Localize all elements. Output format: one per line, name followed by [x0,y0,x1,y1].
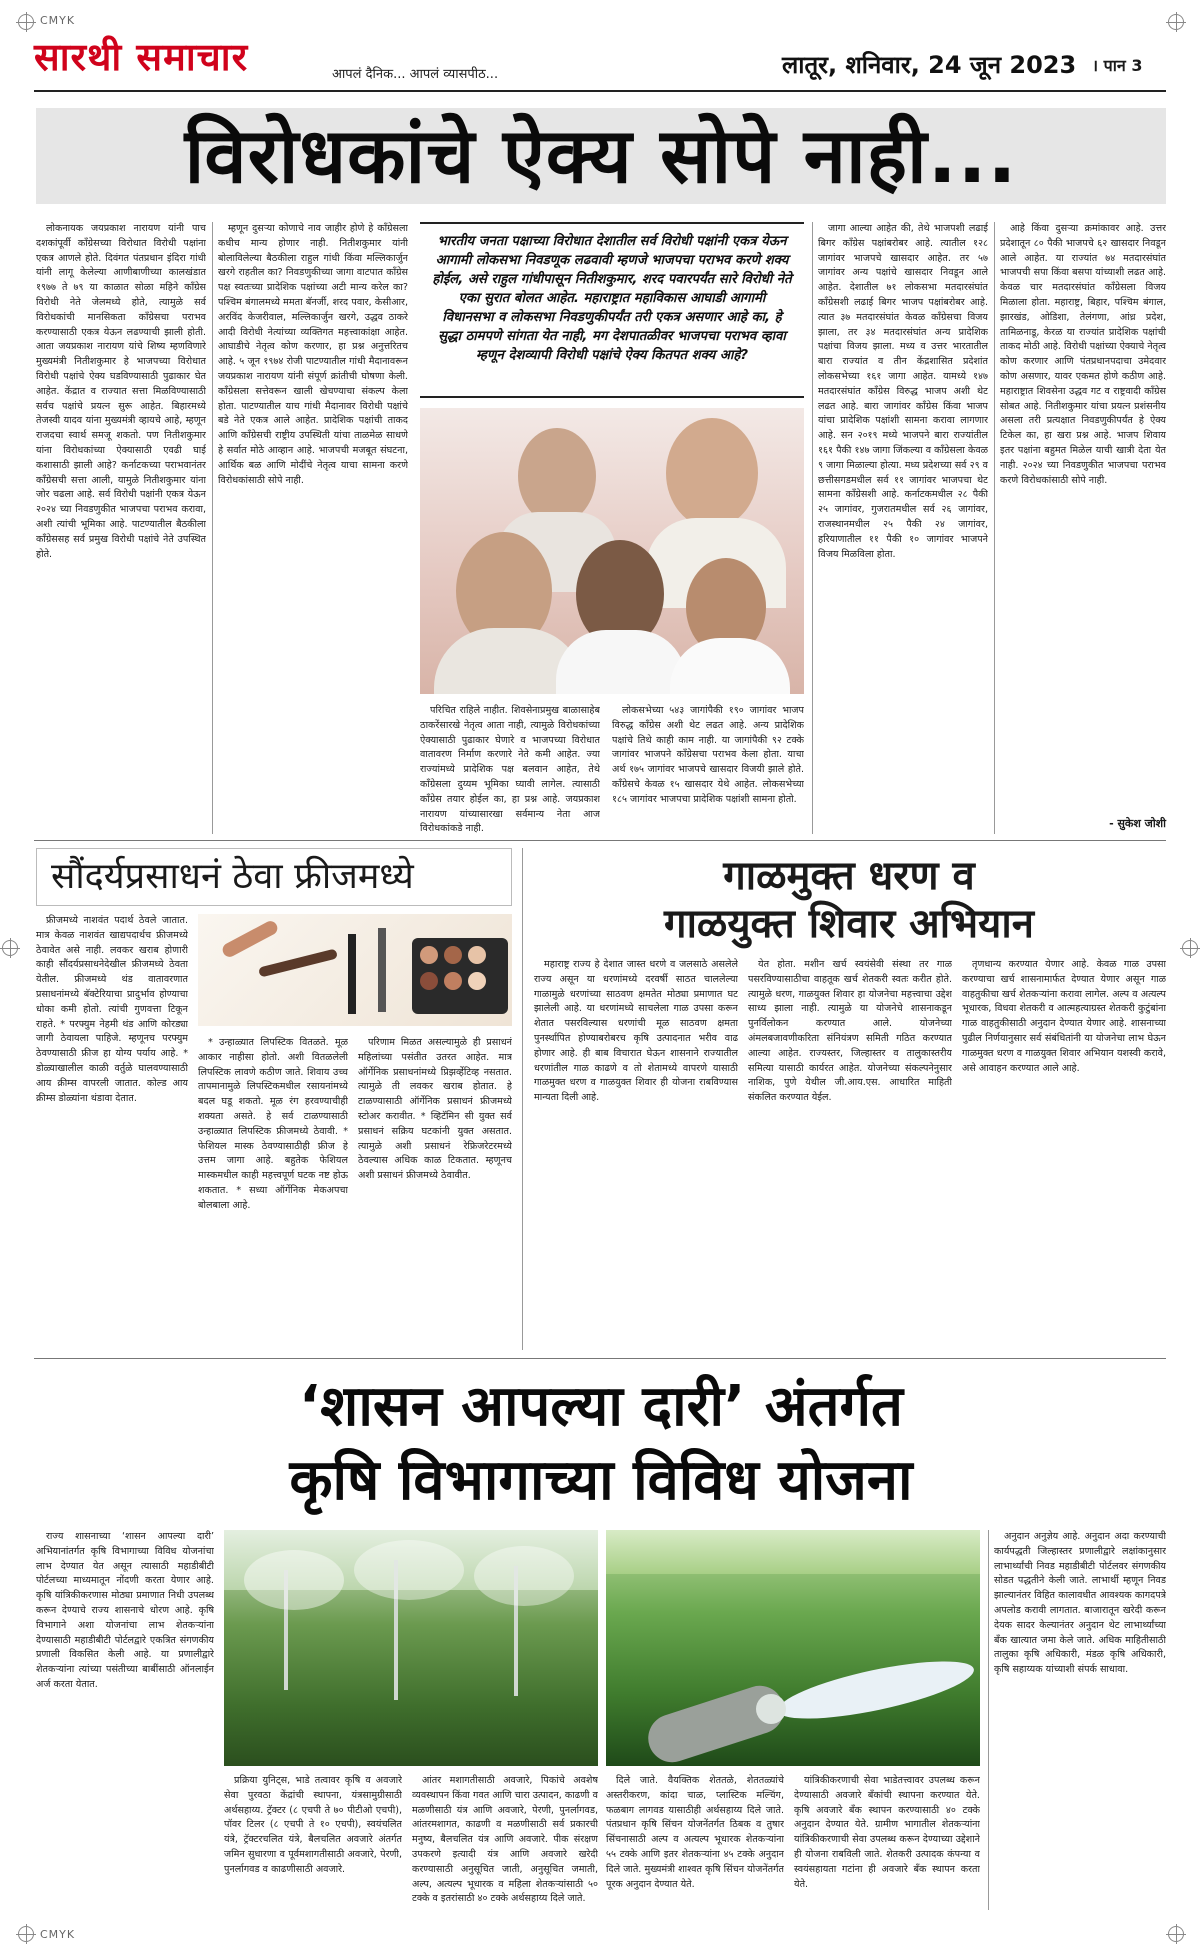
lead-article-column-6 [1000,222,1166,814]
dam-article-column-2 [748,958,952,1350]
registration-mark-icon [1182,940,1198,956]
article-text: यांत्रिकीकरणाची सेवा भाडेतत्त्वावर उपलब्ध करून देण्यासाठी अवजारे बँकांची स्थापना करण्यात येते. कृषि अवजारे बँक स्थापन करण्यासाठी ४० टक्के अनुदान देण्यात येते. ग्रामीण भागातील शेतकऱ्यांना यांत्रिकीकरणाची सेवा उपलब्ध करून देण्याच्या उद्देशाने ही योजना राबविली जाते. शेतकरी उत्पादक कंपन्या व स्वयंसहायता गटांना ही अवजारे बँक स्थापन करता येते. [794,1775,980,1890]
lead-pullquote: भारतीय जनता पक्षाच्या विरोधात देशातील सर्व विरोधी पक्षांनी एकत्र येऊन आगामी लोकसभा निवडणूक लढवावी म्हणजे भाजपचा पराभव करणे शक्य होईल, असे राहुल गांधीपासून नितीशकुमार, शरद पवारपर्यंत सारे विरोधी नेते एका सुरात बोलत आहेत. महाराष्ट्रात महाविकास आघाडी आगामी विधानसभा व लोकसभा निवडणुकीपर्यंत तरी एकत्र असणार आहे का, हे सुद्धा ठामपणे सांगता येत नाही, मग देशपातळीवर भाजपचा पराभव व्हावा म्हणून देशव्यापी विरोधी पक्षांचे ऐक्य कितपत शक्य आहे? [420,222,804,398]
newspaper-brand: सारथी समाचार [34,34,249,79]
article-text: दिले जाते. वैयक्तिक शेततळे, शेततळ्यांचे अस्तरीकरण, कांदा चाळ, प्लास्टिक मल्चिंग, फळबाग लागवड यासाठीही अर्थसहाय्य दिले जाते. पंतप्रधान कृषि सिंचन योजनेंतर्गत ठिबक व तुषार सिंचनासाठी अल्प व अत्यल्प भूधारक शेतकऱ्यांना ५५ टक्के आणि इतर शेतकऱ्यांना ४५ टक्के अनुदान दिले जाते. मुख्यमंत्री शाश्वत कृषि सिंचन योजनेंतर्गत पूरक अनुदान देण्यात येते. [606,1775,784,1890]
dam-headline-line-1: गाळमुक्त धरण व [723,852,975,899]
sprinkler-irrigation-photo [224,1530,598,1766]
beauty-article-column-2 [198,1036,348,1350]
article-text: परिणाम मिळत असल्यामुळे ही प्रसाधनं महिलांच्या पसंतीत उतरत आहेत. मात्र ऑर्गेनिक प्रसाधनांमध्ये प्रिझर्व्हेटिव्ह नसतात. त्यामुळे ती लवकर खराब होतात. हे टाळण्यासाठी ऑर्गेनिक प्रसाधनं फ्रीजमध्ये स्टोअर करावीत. * व्हिटॅमिन सी युक्त सर्व प्रसाधनं सक्रिय घटकांनी युक्त असतात. त्यामुळे अशी प्रसाधनं रेफ्रिजरेटरमध्ये ठेवल्यास अधिक काळ टिकतात. म्हणूनच अशी प्रसाधनं फ्रीजमध्ये ठेवावीत. [358,1037,512,1182]
section-rule [34,840,1166,841]
registration-mark-icon [2,940,18,956]
makeup-brush [258,948,338,977]
column-divider [988,1530,989,1910]
article-text: जागा आल्या आहेत की, तेथे भाजपशी लढाई बिगर काँग्रेस पक्षांबरोबर आहे. त्यातील १२८ जागांवर भाजपचे खासदार आहेत. तर ५७ जागांवर अन्य पक्षांचे खासदार निवडून आले आहेत. देशातील ७१ लोकसभा मतदारसंघांत काँग्रेसशी लढाई बिगर भाजप पक्षांबरोबर आहे. त्यात ३७ मतदारसंघांत केवळ काँग्रेसचा विजय झाला, तर ३४ मतदारसंघांत अन्य प्रादेशिक पक्षांचा विजय झाला. मध्य व उत्तर भारतातील बारा राज्यांत व तीन केंद्रशासित प्रदेशांत लोकसभेच्या १६१ जागा आहेत. यामध्ये १४७ मतदारसंघांत काँग्रेस विरुद्ध भाजप अशी थेट लढत आहे. बारा जागांवर काँग्रेस किंवा भाजप यांचा प्रादेशिक पक्षांशी सामना करावा लागणार आहे. सन २०१९ मध्ये भाजपने बारा राज्यांतील १६१ पैकी १४७ जागा जिंकल्या व काँग्रेसला केवळ ९ जागा मिळाल्या होत्या. मध्य प्रदेशच्या सर्व २९ व छत्तीसगडमधील सर्व ११ जागांवर भाजपचा थेट सामना काँग्रेसशी आहे. कर्नाटकमधील २८ पैकी २५ जागांवर, गुजरातमधील सर्व २६ जागांवर, राजस्थानमधील २५ पैकी २४ जागांवर, हरियाणातील ११ पैकी १० जागांवर भाजपने विजय मिळविला होता. [818,223,988,560]
scheme-article-column-1 [36,1530,214,1910]
palette-pan [468,946,486,964]
registration-mark-icon [18,14,34,30]
cmyk-mark-top: CMYK [40,14,76,27]
registration-mark-icon [18,1926,34,1942]
article-text: म्हणून दुसऱ्या कोणाचे नाव जाहीर होणे हे काँग्रेसला कधीच मान्य होणार नाही. नितीशकुमार यांनी बोलाविलेल्या बैठकीला राहुल गांधी किंवा मल्लिकार्जुन खरगे राहतील का? निवडणुकीच्या जागा वाटपात काँग्रेस पक्ष स्वतःच्या प्रादेशिक पक्षांच्या अटी मान्य करेल का? पश्चिम बंगालमध्ये ममता बॅनर्जी, शरद पवार, केसीआर, अरविंद केजरीवाल, मल्लिकार्जुन खरगे, उद्धव ठाकरे आदी विरोधी नेत्यांच्या व्यक्तिगत महत्त्वाकांक्षा आहेत. आघाडीचे नेतृत्व कोण करणार, हा प्रश्न अनुत्तरितच आहे. ५ जून १९७४ रोजी पाटण्यातील गांधी मैदानावरून जयप्रकाश नारायण यांनी संपूर्ण क्रांतीची घोषणा केली. काँग्रेसला सत्तेवरून खाली खेचण्याचा संकल्प केला होता. पाटण्यातील याच गांधी मैदानावर विरोधी पक्षांचे बडे नेते एकत्र आले आहेत. प्रादेशिक पक्षांची ताकद आणि काँग्रेसची राष्ट्रीय उपस्थिती यांचा ताळमेळ साधणे हे सर्वात मोठे आव्हान आहे. भाजपची मजबूत संघटना, आर्थिक बळ आणि मोदींचे नेतृत्व याचा सामना करणे विरोधकांसाठी सोपे नाही. [218,223,408,486]
dam-headline-line-2: गाळयुक्त शिवार अभियान [664,900,1034,947]
scheme-article-column-2 [224,1774,402,1910]
article-text: येत होता. मशीन खर्च स्वयंसेवी संस्था तर गाळ पसरविण्यासाठीचा वाहतूक खर्च शेतकरी स्वतः करीत होते. त्यामुळे धरण, गाळयुक्त शिवार हा योजनेचा महत्त्वाचा उद्देश साध्य झाला नाही. त्यामुळे या योजनेचे शासनाकडून पुनर्विलोकन करण्यात आले. योजनेच्या अंमलबजावणीकरिता संनियंत्रण समिती गठित करण्यात आल्या आहेत. राज्यस्तर, जिल्हास्तर व तालुकास्तरीय समित्या यासाठी कार्यरत आहेत. योजनेच्या संकल्पनेनुसार नाशिक, पुणे येथील जी.आय.एस. आधारित माहिती संकलित करण्यात येईल. [748,959,952,1104]
water-spray [354,1540,464,1600]
article-text: आंतर मशागतीसाठी अवजारे, पिकांचे अवशेष व्यवस्थापन किंवा गवत आणि चारा उत्पादन, काढणी व मळणीसाठी यंत्र आणि अवजारे, पेरणी, पुनर्लागवड, आंतरमशागत, काढणी व मळणीसाठी सर्व प्रकारची मनुष्य, बैलचलित यंत्र आणि अवजारे. पीक संरक्षण उपकरणे इत्यादी यंत्र आणि अवजारे खरेदी करण्यासाठी अनुसूचित जाती, अनुसूचित जमाती, अल्प, अत्यल्प भूधारक व महिला शेतकऱ्यांसाठी ५० टक्के व इतरांसाठी ४० टक्के अर्थसहाय्य दिले जाते. [412,1775,598,1905]
lead-article-column-5 [818,222,988,834]
leader-attire [670,638,790,694]
palette-pan [420,946,438,964]
article-text: फ्रीजमध्ये नाशवंत पदार्थ ठेवले जातात. मात्र केवळ नाशवंत खाद्यपदार्थच फ्रीजमध्ये ठेवावेत असे नाही. लवकर खराब होणारी काही सौंदर्यप्रसाधनेदेखील फ्रीजमध्ये ठेवता येतील. फ्रीजमध्ये थंड वातावरणात प्रसाधनांमध्ये बॅक्टेरियाचा प्रादुर्भाव होण्याचा धोका कमी होतो. त्यांची गुणवत्ता टिकून राहते. * परफ्युम नेहमी थंड आणि कोरड्या जागी ठेवायला पाहिजे. म्हणूनच परफ्युम ठेवण्यासाठी फ्रीज हा योग्य पर्याय आहे. * डोळ्याखालील काळी वर्तुळे घालवण्यासाठी आय क्रीम्स वापरली जातात. कोल्ड आय क्रीम्स डोळ्यांना थंडावा देतात. [36,915,188,1104]
lead-article-column-3 [420,704,600,834]
column-divider [812,222,813,834]
lead-article-column-2 [218,222,408,832]
leader-attire [556,630,686,694]
article-text: परिचित राहिले नाहीत. शिवसेनाप्रमुख बाळासाहेब ठाकरेंसारखे नेतृत्व आता नाही, त्यामुळे विरोधकांच्या ऐक्यासाठी पुढाकार घेणारे व भाजपच्या विरोधात वातावरण निर्माण करणारे नेते कमी आहेत. ज्या राज्यांमध्ये प्रादेशिक पक्ष बलवान आहेत, तेथे काँग्रेसला दुय्यम भूमिका घ्यावी लागेल. त्यासाठी काँग्रेस तयार होईल का, हा प्रश्न आहे. जयप्रकाश नारायण यांच्यासारखा सर्वमान्य नेता आज विरोधकांकडे नाही. [420,705,600,834]
article-text: राज्य शासनाच्या ‘शासन आपल्या दारी’ अभियानांतर्गत कृषि विभागाच्या विविध योजनांचा लाभ देण्यात येत असून त्यासाठी महाडीबीटी पोर्टलच्या माध्यमातून नोंदणी करता येणार आहे. कृषि यांत्रिकीकरणास मोठ्या प्रमाणात निधी उपलब्ध करून देण्याचे राज्य शासनाचे धोरण आहे. कृषि विभागाने अशा योजनांचा लाभ शेतकऱ्यांना देण्यासाठी महाडीबीटी पोर्टलद्वारे एकत्रित संगणकीय प्रणाली विकसित केली आहे. या प्रणालीद्वारे शेतकऱ्यांना त्यांच्या पसंतीच्या बाबींसाठी ऑनलाईन अर्ज करता येतात. [36,1531,214,1690]
masthead-rule [34,90,1166,92]
water-spray [244,1550,344,1610]
article-text: महाराष्ट्र राज्य हे देशात जास्त धरणे व जलसाठे असलेले राज्य असून या धरणांमध्ये दरवर्षी साठत चाललेल्या गाळामुळे धरणांच्या साठवण क्षमतेत मोठ्या प्रमाणात घट झालेली आहे. या धरणांमध्ये साचलेला गाळ उपसा करून शेतात पसरविल्यास धरणांची मूळ साठवण क्षमता पुनर्स्थापित होण्याबरोबरच कृषि उत्पादनात भरीव वाढ होणार आहे. ही बाब विचारात घेऊन शासनाने राज्यातील धरणांतील गाळ काढणे व तो शेतामध्ये वापरणे यासाठी गाळमुक्त धरण व गाळयुक्त शिवार ही योजना राबविण्यास मान्यता दिली आहे. [534,959,738,1104]
dateline: लातूर, शनिवार, 24 जून 2023 [782,51,1077,79]
scheme-headline-line-2: कृषि विभागाच्या विविध योजना [289,1448,913,1513]
leader-face [518,428,596,524]
makeup-brush [378,928,386,1012]
article-byline: - सुकेश जोशी [1109,817,1166,830]
palette-pan [444,946,462,964]
article-text: लोकसभेच्या ५४३ जागांपैकी १९० जागांवर भाजप विरुद्ध काँग्रेस अशी थेट लढत आहे. अन्य प्रादेशिक पक्षांचे तिथे काही काम नाही. या जागांपैकी ९२ टक्के जागांवर भाजपने काँग्रेसचा पराभव केला होता. याचा अर्थ १७५ जागांवर भाजपचे खासदार विजयी झाले होते. काँग्रेसचे केवळ १५ खासदार येथे आहेत. लोकसभेच्या १८५ जागांवर भाजपचा प्रादेशिक पक्षांशी सामना होतो. [612,705,804,805]
article-text: आहे किंवा दुसऱ्या क्रमांकावर आहे. उत्तर प्रदेशातून ८० पैकी भाजपचे ६२ खासदार निवडून आले आहेत. या राज्यांत ७४ मतदारसंघांत भाजपची सपा किंवा बसपा यांच्याशी लढत आहे. केवळ चार मतदारसंघांत काँग्रेसला विजय मिळाला होता. महाराष्ट्र, बिहार, पश्चिम बंगाल, झारखंड, ओडिशा, तेलंगणा, आंध्र प्रदेश, तामिळनाडू, केरळ या राज्यांत प्रादेशिक पक्षांची ताकद मोठी आहे. विरोधी पक्षांच्या ऐक्याचे नेतृत्व कोण करणार आणि पंतप्रधानपदाचा उमेदवार कोण असणार, यावर एकमत होणे कठीण आहे. महाराष्ट्रात शिवसेना उद्धव गट व राष्ट्रवादी काँग्रेस सोबत आहे. नितीशकुमार यांचा प्रयत्न प्रशंसनीय असला तरी प्रत्यक्षात निवडणुकीपर्यंत हे ऐक्य टिकेल का, हा खरा प्रश्न आहे. भाजप शिवाय इतर पक्षांना बहुमत मिळेल याची खात्री देता येत नाही. २०२४ च्या निवडणुकीत भाजपचा पराभव करणे विरोधकांसाठी सोपे नाही. [1000,223,1166,486]
palette-pan [444,972,462,990]
palette-pan [420,972,438,990]
column-divider [212,222,213,834]
article-text: * उन्हाळ्यात लिपस्टिक वितळते. मूळ आकार नाहीसा होतो. अशी वितळलेली लिपस्टिक लावणे कठीण जाते. शिवाय उच्च तापमानामुळे लिपस्टिकमधील रसायनांमध्ये बदल घडू शकतो. मूळ रंग हरवण्याचीही शक्यता असते. हे सर्व टाळण्यासाठी उन्हाळ्यात लिपस्टिक फ्रीजमध्ये ठेवावी. * फेशियल मास्क ठेवण्यासाठीही फ्रीज हे उत्तम जागा आहे. बहुतेक फेशियल मास्कमधील काही महत्त्वपूर्ण घटक नष्ट होऊ शकतात. * सध्या ऑर्गेनिक मेकअपचा बोलबाला आहे. [198,1037,348,1211]
article-text: तृणधान्य करण्यात येणार आहे. केवळ गाळ उपसा करण्याचा खर्च शासनामार्फत देण्यात येणार असून गाळ वाहतुकीचा खर्च शेतकऱ्यांना करावा लागेल. अल्प व अत्यल्प भूधारक, विधवा शेतकरी व आत्महत्याग्रस्त शेतकरी कुटुंबांना गाळ वाहतुकीसाठी अनुदान देण्यात येणार आहे. शासनाच्या पुढील निर्णयानुसार सर्व संबंधितांनी या योजनेचा लाभ घेऊन गाळमुक्त धरण व गाळयुक्त शिवार अभियान यशस्वी करावे, असे आवाहन करण्यात आले आहे. [962,959,1166,1074]
registration-mark-icon [1168,14,1184,30]
paddy-field-irrigation-photo [606,1530,980,1766]
registration-mark-icon [1168,1926,1184,1942]
opposition-leaders-photo [420,408,804,694]
page-number: । पान 3 [1092,56,1143,75]
dam-article-column-3 [962,958,1166,1350]
makeup-brush [348,934,356,1014]
column-divider [994,222,995,834]
cosmetics-photo [198,914,512,1026]
scheme-article-column-5 [794,1774,980,1910]
dam-article-column-1 [534,958,738,1350]
lead-article-column-1 [36,222,206,832]
leader-face [666,418,758,528]
section-rule [34,1358,1166,1359]
palette-pan [468,972,486,990]
article-text: अनुदान अनुज्ञेय आहे. अनुदान अदा करण्याची कार्यपद्धती जिल्हास्तर प्रणालीद्वारे लक्षांकानुसार लाभार्थ्यांची निवड महाडीबीटी पोर्टलवर संगणकीय सोडत पद्धतीने केली जाते. लाभार्थी म्हणून निवड झाल्यानंतर विहित कालावधीत आवश्यक कागदपत्रे अपलोड करावी लागतात. बाजारातून खरेदी करून देयक सादर केल्यानंतर अनुदान थेट लाभार्थ्यांच्या बँक खात्यात जमा केले जाते. अधिक माहितीसाठी तालुका कृषि अधिकारी, मंडळ कृषि अधिकारी, कृषि सहाय्यक यांच्याशी संपर्क साधावा. [994,1531,1166,1676]
field-horizon [606,1530,980,1574]
article-text: लोकनायक जयप्रकाश नारायण यांनी पाच दशकांपूर्वी काँग्रेसच्या विरोधात विरोधी पक्षांना एकत्र आणले होते. दिवंगत पंतप्रधान इंदिरा गांधी यांनी लागू केलेल्या आणीबाणीच्या कालखंडात १९७७ ते ७९ या काळात सोळा महिने काँग्रेस विरोधी नेते जेलमध्ये होते, त्यामुळे सर्व विरोधकांची मानसिकता काँग्रेसचा पराभव करण्यासाठी एकत्र येऊन लढण्याची झाली होती. आता जयप्रकाश नारायण यांचे शिष्य म्हणविणारे मुख्यमंत्री नितीशकुमार हे भाजपच्या विरोधात विरोधी पक्षांचे ऐक्य घडविण्यासाठी पुढाकार घेत आहेत. केंद्रात व राज्यात सत्ता मिळविण्यासाठी सर्वच पक्षांचे प्रयत्न सुरू आहेत. बिहारमध्ये तेजस्वी यादव यांना मुख्यमंत्री व्हायचे आहे, म्हणून राजदचा स्वार्थ समजू शकतो. पण नितीशकुमार यांना विरोधकांच्या ऐक्यासाठी एवढी घाई कशासाठी झाली आहे? कर्नाटकच्या पराभवानंतर काँग्रेसची सत्ता आली, यामुळे नितीशकुमार यांना जोर चढला आहे. सर्व विरोधी पक्षांनी एकत्र येऊन २०२४ च्या निवडणुकीत भाजपचा पराभव करावा, अशी त्यांची भूमिका आहे. पाटण्यातील बैठकीला काँग्रेससह सर्व प्रमुख विरोधी पक्षांचे नेते उपस्थित होते. [36,223,206,560]
beauty-article-column-3 [358,1036,512,1350]
beauty-headline: सौंदर्यप्रसाधनं ठेवा फ्रीजमध्ये [36,848,512,906]
scheme-article-column-3 [412,1774,598,1910]
beauty-article-column-1 [36,914,188,1350]
article-text: प्रक्रिया युनिट्स, भाडे तत्वावर कृषि व अवजारे सेवा पुरवठा केंद्रांची स्थापना, यंत्रसामुग्रीसाठी अर्थसहाय्य. ट्रॅक्टर (८ एचपी ते ७० पीटीओ एचपी), पॉवर टिलर (८ एचपी ते १० एचपी), स्वयंचलित यंत्रे, ट्रॅक्टरचलित यंत्रे, बैलचलित अवजारे अंतर्गत जमिन सुधारणा व पूर्वमशागतीसाठी अवजारे, पेरणी, पुनर्लागवड व काढणीसाठी अवजारे. [224,1775,402,1875]
scheme-article-column-4 [606,1774,784,1910]
scheme-headline-line-1: ‘शासन आपल्या दारी’ अंतर्गत [299,1374,903,1439]
lead-headline: विरोधकांचे ऐक्य सोपे नाही... [36,108,1166,204]
lead-article-column-4 [612,704,804,834]
pipe-mouth [756,1694,786,1724]
scheme-article-column-6 [994,1530,1166,1910]
water-flow [774,1650,978,1731]
makeup-brush [220,919,280,960]
cmyk-mark-bottom: CMYK [40,1928,76,1941]
water-spray [474,1546,574,1606]
newspaper-tagline: आपलं दैनिक... आपलं व्यासपीठ... [332,67,499,82]
column-divider [522,848,523,1350]
